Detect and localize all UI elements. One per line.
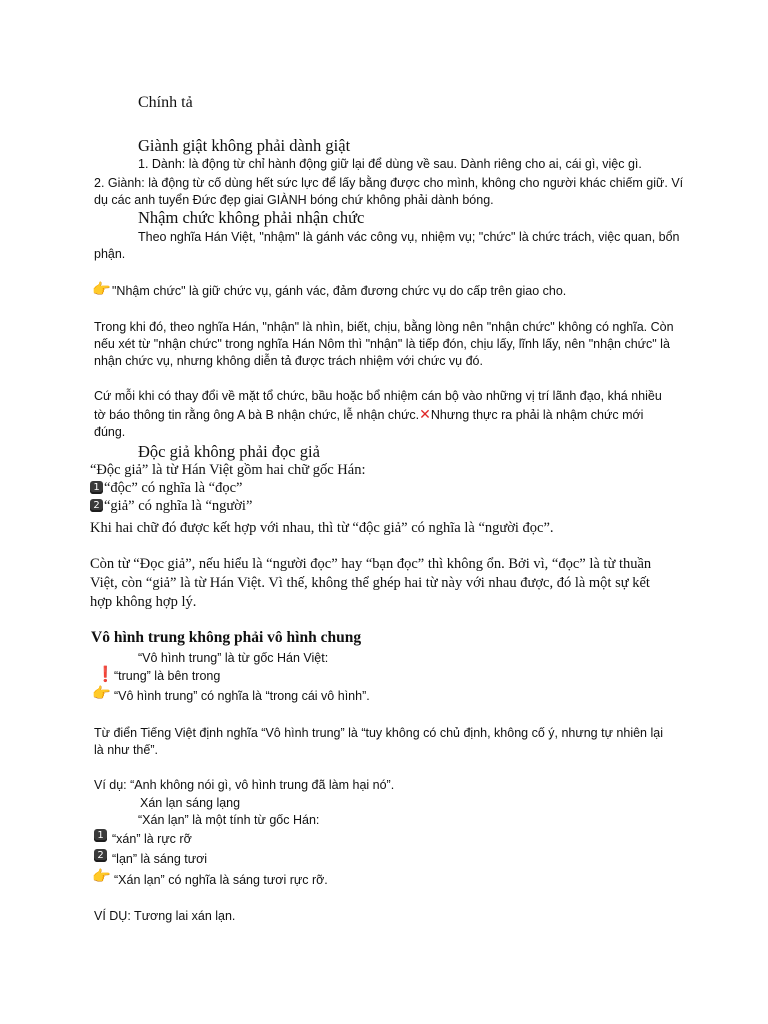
example-text-part1: tờ báo thông tin rằng ông A bà B nhận chức, lễ nhận chức. — [94, 408, 420, 422]
heading-gianh-giat: Giành giật không phải dành giật — [138, 136, 351, 155]
paragraph-nham-definition: "Nhậm chức" là giữ chức vụ, gánh vác, đảm đương chức vụ do cấp trên giao cho. — [112, 284, 567, 298]
heading-xan-lan: Xán lạn sáng lạng — [140, 796, 241, 810]
keycap-2-icon: 2 — [90, 499, 103, 512]
paragraph-doc-gia-wrong-line3: hợp không hợp lý. — [90, 594, 197, 610]
paragraph-dictionary-line1: Từ điển Tiếng Việt định nghĩa “Vô hình trung” là “tuy không có chủ định, không cố ý, nhưng tự nhiên lại — [94, 726, 663, 740]
paragraph-doc-meaning: “độc” có nghĩa là “đọc” — [104, 480, 243, 496]
page-title: Chính tả — [138, 94, 193, 111]
paragraph-doc-gia-intro: “Độc giả” là từ Hán Việt gồm hai chữ gốc Hán: — [90, 462, 366, 478]
paragraph-danh: 1. Dành: là động từ chỉ hành động giữ lại để dùng về sau. Dành riêng cho ai, cái gì, việc gì. — [138, 157, 642, 171]
paragraph-xan-meaning: “xán” là rực rỡ — [112, 832, 192, 846]
paragraph-nhan-line1: Trong khi đó, theo nghĩa Hán, "nhận" là nhìn, biết, chịu, bằng lòng nên "nhận chức" không có nghĩa. Còn — [94, 320, 674, 334]
example-text-part2: Nhưng thực ra phải là nhậm chức mới — [430, 408, 644, 422]
hand-pointing-right-icon: 👉 — [92, 684, 111, 702]
paragraph-vo-hinh-example: Ví dụ: “Anh không nói gì, vô hình trung đã làm hại nó”. — [94, 778, 395, 792]
paragraph-gianh-line2: dụ các anh tuyển Đức đẹp giai GIÀNH bóng chứ không phải dành bóng. — [94, 193, 494, 207]
paragraph-nham-line1: Theo nghĩa Hán Việt, "nhậm" là gánh vác công vụ, nhiệm vụ; "chức" là chức trách, việc quan, bổn — [138, 230, 680, 244]
paragraph-doc-gia-wrong-line2: Việt, còn “giả” là từ Hán Việt. Vì thế, không thể ghép hai từ này với nhau được, đó là một sự kết — [90, 575, 650, 591]
keycap-2-icon: 2 — [94, 849, 107, 862]
heading-doc-gia: Độc giả không phải đọc giả — [138, 442, 320, 461]
paragraph-example-line2 — [94, 407, 643, 423]
hand-pointing-right-icon: 👉 — [92, 867, 111, 885]
paragraph-trung-meaning: “trung” là bên trong — [114, 669, 221, 683]
paragraph-xan-lan-meaning: “Xán lạn” có nghĩa là sáng tươi rực rỡ. — [114, 873, 328, 887]
paragraph-xan-lan-example: VÍ DỤ: Tương lai xán lạn. — [94, 909, 236, 923]
paragraph-lan-meaning: “lạn” là sáng tươi — [112, 852, 208, 866]
paragraph-nhan-line2: nếu xét từ "nhận chức" trong nghĩa Hán Nôm thì "nhận" là tiếp đón, chịu lấy, lĩnh lấy, nên "nhận chức" là — [94, 337, 670, 351]
red-exclamation-icon: ❗ — [96, 665, 115, 683]
paragraph-nham-line2: phận. — [94, 247, 126, 261]
paragraph-vo-hinh-meaning: “Vô hình trung” có nghĩa là “trong cái vô hình”. — [114, 689, 370, 703]
paragraph-gia-meaning: “giả” có nghĩa là “người” — [104, 498, 253, 514]
paragraph-gianh-line1: 2. Giành: là động từ cố dùng hết sức lực để lấy bằng được cho mình, không cho người khác chiếm giữ. Ví — [94, 176, 684, 190]
heading-nham-chuc: Nhậm chức không phải nhận chức — [138, 208, 365, 227]
paragraph-vo-hinh-intro: “Vô hình trung” là từ gốc Hán Việt: — [138, 651, 329, 665]
paragraph-doc-gia-wrong-line1: Còn từ “Đọc giả”, nếu hiểu là “người đọc” hay “bạn đọc” thì không ổn. Bởi vì, “đọc” là từ thuần — [90, 556, 652, 572]
cross-mark-icon: ✕ — [419, 407, 431, 423]
paragraph-example-line1: Cứ mỗi khi có thay đổi về mặt tổ chức, bầu hoặc bổ nhiệm cán bộ vào những vị trí lãnh đạo, khá nhiều — [94, 389, 662, 403]
keycap-1-icon: 1 — [90, 481, 103, 494]
paragraph-example-line3: đúng. — [94, 425, 126, 439]
paragraph-dictionary-line2: là như thế”. — [94, 743, 158, 757]
paragraph-nhan-line3: nhận chức vụ, nhưng không diễn tả được trách nhiệm với chức vụ đó. — [94, 354, 483, 368]
paragraph-doc-gia-combined: Khi hai chữ đó được kết hợp với nhau, thì từ “độc giả” có nghĩa là “người đọc”. — [90, 520, 554, 536]
heading-vo-hinh-trung: Vô hình trung không phải vô hình chung — [91, 629, 362, 646]
hand-pointing-right-icon: 👉 — [92, 280, 111, 298]
paragraph-xan-lan-intro: “Xán lạn” là một tính từ gốc Hán: — [138, 813, 320, 827]
keycap-1-icon: 1 — [94, 829, 107, 842]
